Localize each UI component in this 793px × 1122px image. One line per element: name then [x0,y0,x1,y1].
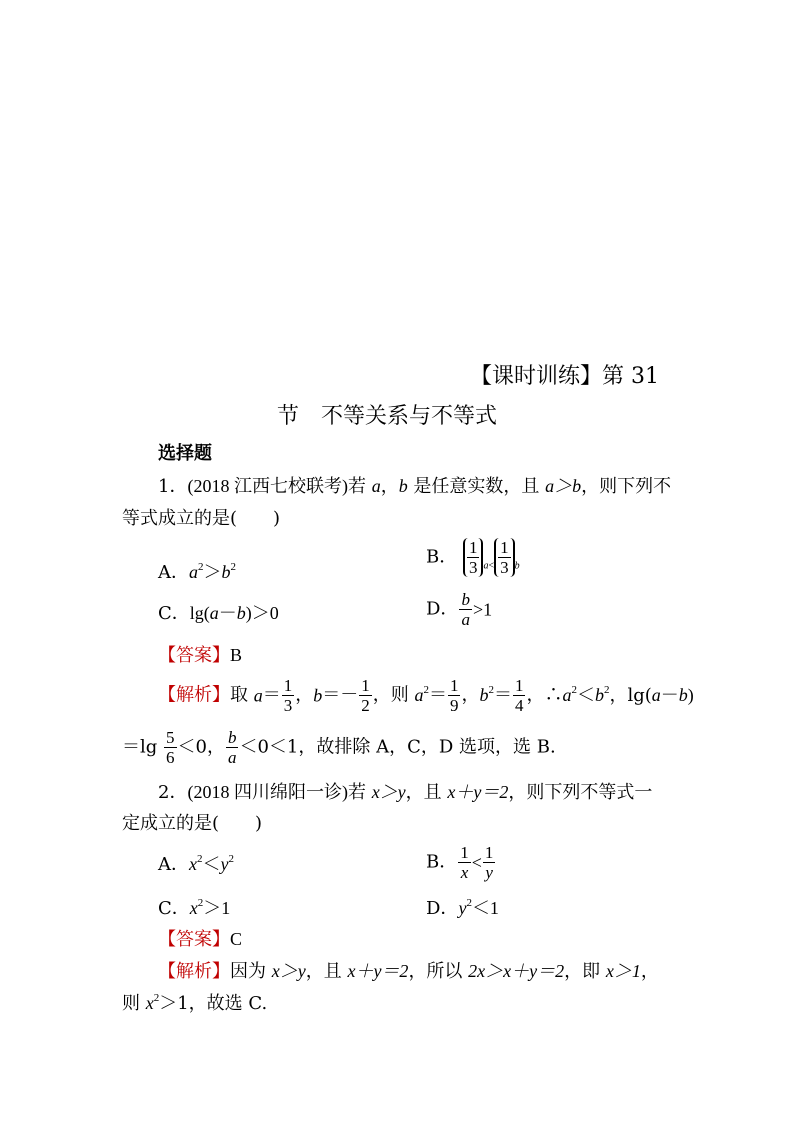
q1-option-b: B． $\frac{1}{3}$ $_{a<}$ $\frac{1}{3}$ $_b$ [426,538,520,577]
q2-analysis-line1: 【解析】因为 x＞y，且 x＋y＝2，所以 2x＞x＋y＝2，即 x＞1， [158,961,659,982]
q1-option-a: A．$a^2>b^2$ [158,561,236,583]
paren-right-group: $\frac{1}{3}$ [494,538,515,577]
q2-option-c: C．$x^2>1$ [158,897,231,919]
answer-tag: 【答案】 [158,929,230,950]
q2-answer: 【答案】C [158,929,243,950]
q1-stem-line2: 等式成立的是( ) [122,508,281,529]
section-label: 选择题 [158,443,212,464]
q2-analysis-line2: 则 $x^2>1$，故选 C. [122,992,268,1014]
paren-left-group: $\frac{1}{3}$ [463,538,484,577]
page-title-line2: 节 不等关系与不等式 [277,404,498,429]
analysis-tag: 【解析】 [158,684,230,706]
q1-option-c: C．lg(a－b)＞0 [158,603,279,624]
page-title-line1: 【课时训练】第 31 [470,364,659,389]
analysis-tag: 【解析】 [158,961,230,982]
q2-option-d: D．$y^2<1$ [426,897,499,919]
q1-analysis-line1: 【解析】取 a＝ $\frac{1}{3}$ ，b＝－ $\frac{1}{2}$ ，则 $a^2=$ $\frac{1}{9}$ ，$b^2=$ $\frac{1}{4}$ ，$\therefore a^2<b^2$，lg(a－b) [158,676,694,715]
q1-option-d: D． $\frac{b}{a}$ >1 [426,590,493,629]
answer-tag: 【答案】 [158,645,230,666]
q2-option-a: A．$x^2<y^2$ [158,853,234,875]
q2-option-b: B． $\frac{1}{x}$ < $\frac{1}{y}$ [426,843,494,882]
q1-answer: 【答案】B [158,645,243,666]
q2-stem-line2: 定成立的是( ) [122,813,263,834]
q1-stem-line1: 1．(2018 江西七校联考)若 a，b 是任意实数，且 a＞b，则下列不 [158,476,672,497]
q2-stem-line1: 2．(2018 四川绵阳一诊)若 x＞y，且 x＋y＝2，则下列不等式一 [158,782,653,803]
q1-analysis-line2: ＝lg $\frac{5}{6}$ ＜0， $\frac{b}{a}$ ＜0＜1，故排除 A，C，D 选项，选 B. [122,728,556,767]
